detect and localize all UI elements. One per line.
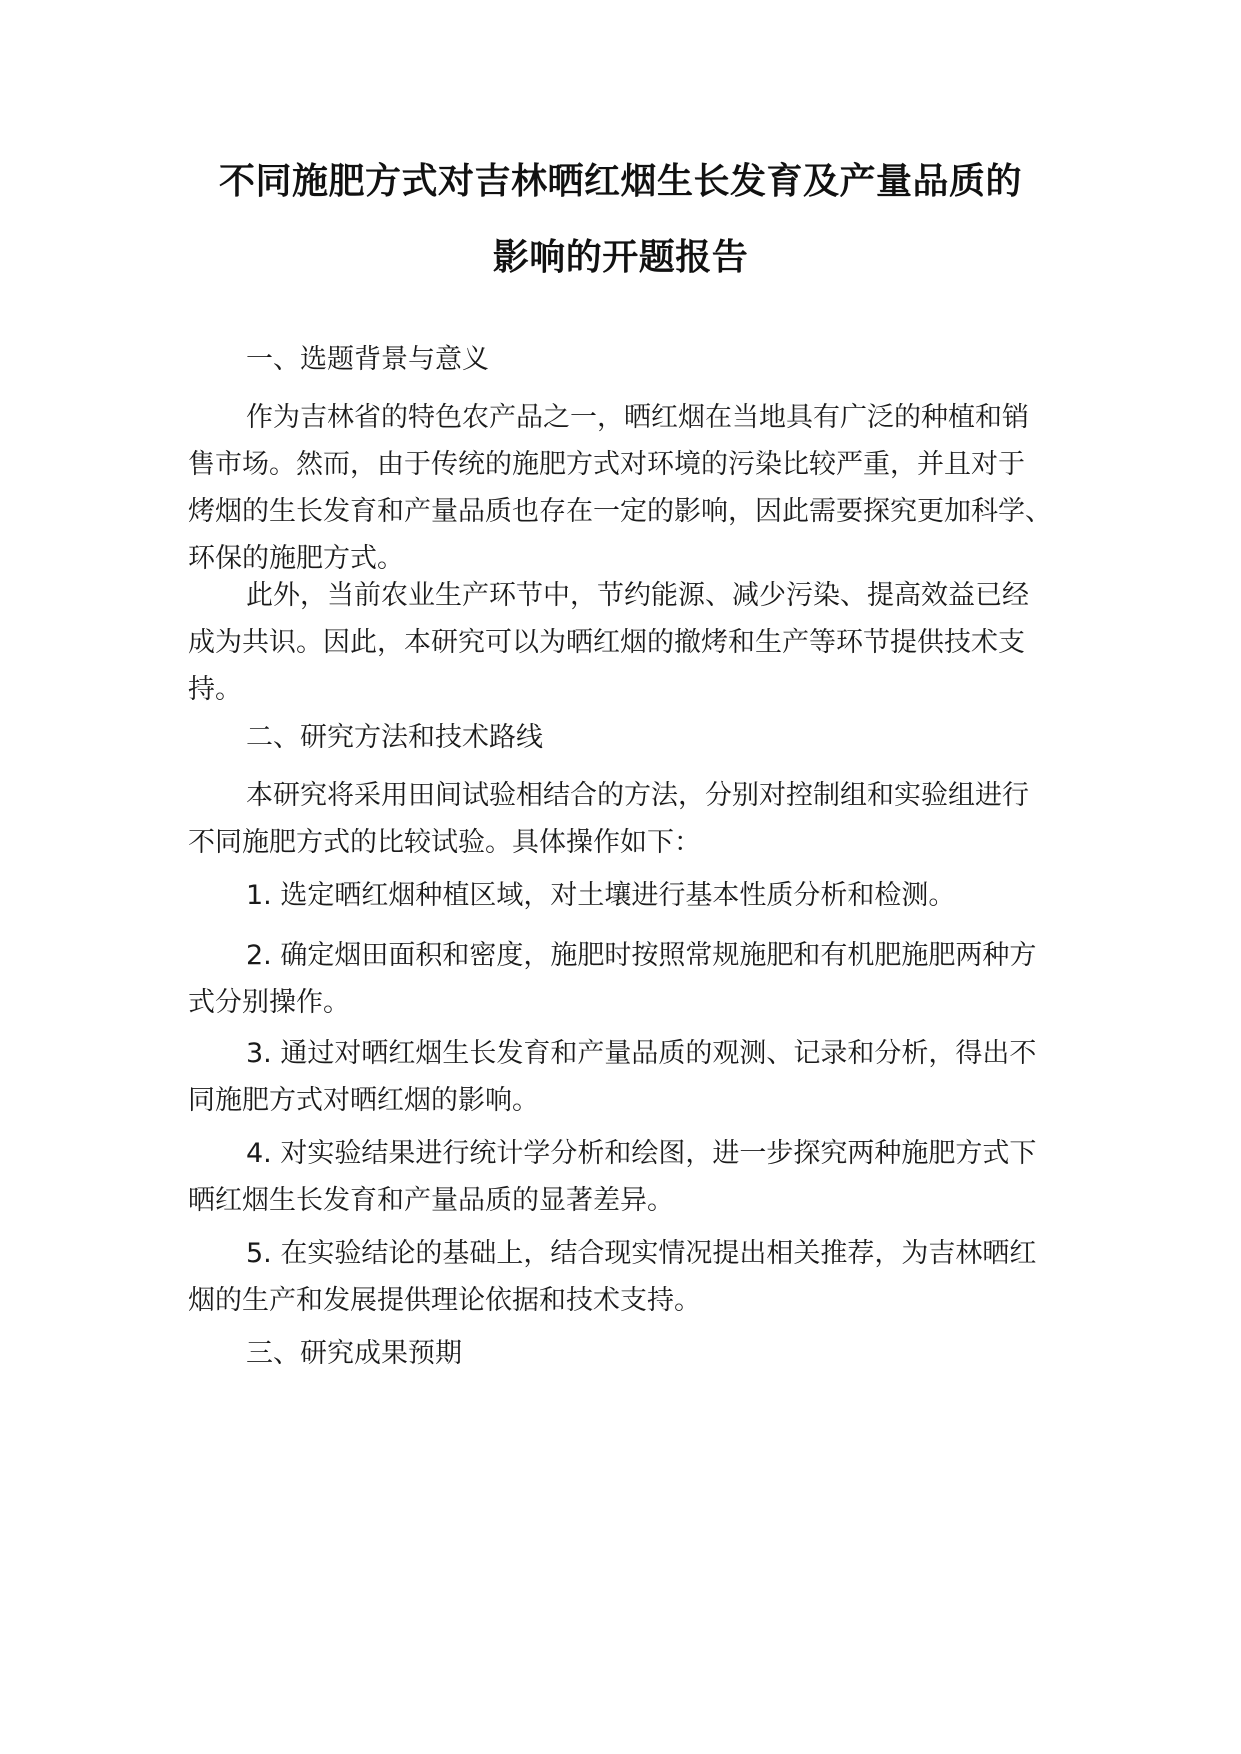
paragraph-line: 环保的施肥方式。 [188,543,404,574]
paragraph-line: 持。 [188,674,242,705]
paragraph-line: 本研究将采用田间试验相结合的方法，分别对控制组和实验组进行 [246,780,1029,811]
paragraph-line: 4. 对实验结果进行统计学分析和绘图，进一步探究两种施肥方式下 [246,1138,1037,1169]
step-5 [188,1230,1068,1324]
paragraph-line: 3. 通过对晒红烟生长发育和产量品质的观测、记录和分析，得出不 [246,1038,1037,1069]
section-heading-background [188,336,1068,383]
paragraph-line: 同施肥方式对晒红烟的影响。 [188,1085,539,1116]
paragraph-line: 1. 选定晒红烟种植区域，对土壤进行基本性质分析和检测。 [246,880,956,911]
step-1 [188,872,1068,919]
step-3 [188,1030,1068,1124]
paragraph-line: 售市场。然而，由于传统的施肥方式对环境的污染比较严重，并且对于 [188,449,1025,480]
heading-text: 一、选题背景与意义 [246,344,489,375]
paragraph-line: 不同施肥方式的比较试验。具体操作如下： [188,827,701,858]
heading-text: 三、研究成果预期 [246,1338,462,1369]
paragraph-line: 成为共识。因此，本研究可以为晒红烟的撤烤和生产等环节提供技术支 [188,627,1025,658]
paragraph-background-2 [188,572,1068,713]
paragraph-line: 作为吉林省的特色农产品之一，晒红烟在当地具有广泛的种植和销 [246,402,1029,433]
section-heading-methods [188,714,1068,761]
heading-text: 二、研究方法和技术路线 [246,722,543,753]
step-4 [188,1130,1068,1224]
paragraph-line: 烤烟的生长发育和产量品质也存在一定的影响，因此需要探究更加科学、 [188,496,1052,527]
paragraph-background-1 [188,394,1068,582]
section-heading-expected-results [188,1330,1068,1377]
step-2 [188,932,1068,1026]
paragraph-line: 晒红烟生长发育和产量品质的显著差异。 [188,1185,674,1216]
paragraph-line: 5. 在实验结论的基础上，结合现实情况提出相关推荐，为吉林晒红 [246,1238,1037,1269]
paragraph-line: 2. 确定烟田面积和密度，施肥时按照常规施肥和有机肥施肥两种方 [246,940,1037,971]
paragraph-line: 此外，当前农业生产环节中，节约能源、减少污染、提高效益已经 [246,580,1029,611]
document-title-line-1: 不同施肥方式对吉林晒红烟生长发育及产量品质的 [218,161,1022,202]
document-title-line-2: 影响的开题报告 [492,237,749,278]
paragraph-methods-intro [188,772,1068,866]
paragraph-line: 烟的生产和发展提供理论依据和技术支持。 [188,1285,701,1316]
paragraph-line: 式分别操作。 [188,987,350,1018]
